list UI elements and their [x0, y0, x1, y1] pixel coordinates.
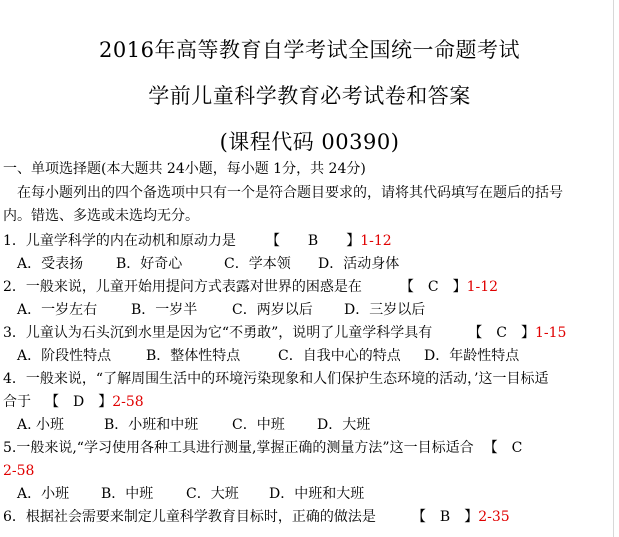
option-c: C．大班 — [186, 486, 239, 502]
question-text: 3．儿童认为石头沉到水里是因为它“不勇敢”，说明了儿童学科学具有 — [3, 325, 433, 341]
answer-bracket: 【 B 】 — [411, 509, 479, 525]
reference-code: 2-58 — [3, 463, 35, 479]
answer-bracket: 【 B 】 — [265, 233, 361, 249]
reference-code: 1-12 — [360, 233, 392, 249]
option-a: A．受表扬 — [17, 256, 84, 272]
option-d: D．年龄性特点 — [424, 348, 520, 364]
question-5-ref — [3, 462, 34, 480]
question-1 — [3, 232, 392, 250]
question-text: 合于 — [3, 394, 31, 410]
question-4: 4．一般来说，“了解周围生活中的环境污染现象和人们保护生态环境的活动，’这一目标适 — [3, 371, 549, 387]
question-text: 5.一般来说,“学习使用各种工具进行测量,掌握正确的测量方法”这一目标适合 — [3, 440, 474, 456]
option-a: A．一岁左右 — [17, 302, 98, 318]
question-6 — [3, 508, 510, 526]
option-c: C．自我中心的特点 — [278, 348, 401, 364]
exam-title: 2016年高等教育自学考试全国统一命题考试 — [99, 38, 520, 62]
option-b: B．小班和中班 — [104, 417, 199, 433]
section-heading: 一、单项选择题(本大题共 24小题，每小题 1分，共 24分) — [3, 161, 366, 177]
option-d: D．活动身体 — [318, 256, 400, 272]
instruction-line-2: 内。错选、多选或未选均无分。 — [3, 208, 199, 224]
option-d: D．三岁以后 — [344, 302, 426, 318]
reference-code: 1-12 — [466, 279, 499, 295]
question-text: 2．一般来说，儿童开始用提问方式表露对世界的困惑是在 — [3, 279, 362, 295]
instruction-line-1: 在每小题列出的四个备选项中只有一个是符合题目要求的，请将其代码填写在题后的括号 — [17, 185, 563, 201]
exam-subtitle: 学前儿童科学教育必考试卷和答案 — [148, 84, 471, 108]
option-a: A. 小班 — [17, 417, 65, 433]
option-a: A．阶段性特点 — [17, 348, 112, 364]
course-code: (课程代码 00390) — [219, 130, 400, 154]
option-b: B．整体性特点 — [146, 348, 241, 364]
reference-code: 2-35 — [478, 509, 510, 525]
option-c: C．中班 — [232, 417, 285, 433]
question-2 — [3, 278, 498, 296]
option-b: B．中班 — [101, 486, 154, 502]
answer-bracket: 【 D 】 — [45, 394, 113, 410]
option-b: B．一岁半 — [131, 302, 198, 318]
question-4-continued — [3, 393, 144, 411]
answer-bracket: 【 C 】 — [468, 325, 535, 341]
option-d: D．中班和大班 — [269, 486, 365, 502]
answer-bracket: 【 C — [483, 440, 537, 456]
option-b: B．好奇心 — [116, 256, 183, 272]
question-5 — [3, 439, 536, 457]
reference-code: 1-15 — [534, 325, 567, 341]
question-3 — [3, 324, 566, 342]
reference-code: 2-58 — [112, 394, 144, 410]
option-a: A．小班 — [17, 486, 70, 502]
answer-bracket: 【 C 】 — [399, 279, 467, 295]
option-d: D．大班 — [317, 417, 371, 433]
question-text: 1．儿童学科学的内在动机和原动力是 — [3, 233, 236, 249]
option-c: C．两岁以后 — [232, 302, 313, 318]
question-text: 6．根据社会需要来制定儿童科学教育目标时，正确的做法是 — [3, 509, 376, 525]
option-c: C．学本领 — [224, 256, 291, 272]
